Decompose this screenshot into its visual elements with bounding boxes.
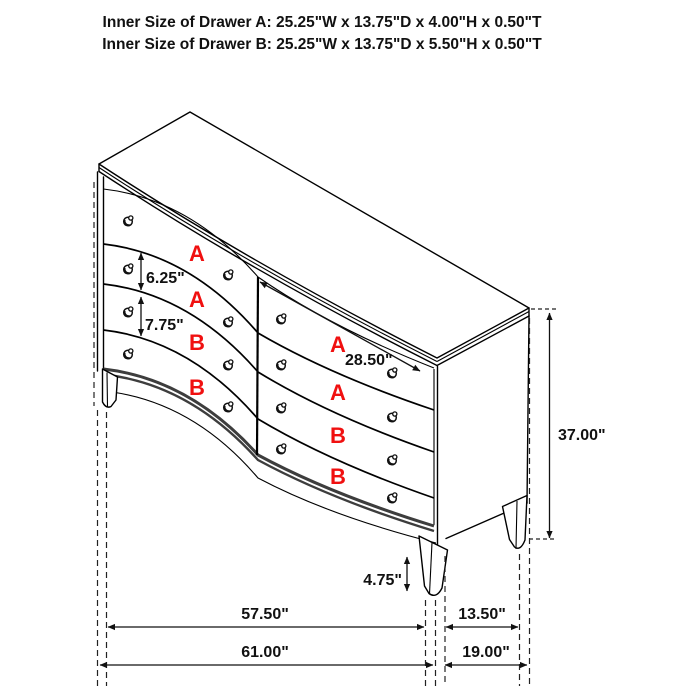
drawer-knob-icon [388, 455, 397, 465]
dim-label-overall-width: 61.00" [241, 644, 289, 661]
drawer-knob-icon [124, 216, 133, 226]
drawer-label: B [189, 375, 205, 400]
drawer-label: B [330, 423, 346, 448]
drawer-knob-icon [224, 360, 233, 370]
center-divider [257, 277, 258, 455]
header [102, 14, 542, 53]
header-drawer-b-spec: Inner Size of Drawer B: 25.25"W x 13.75"D x 5.50"H x 0.50"T [102, 36, 542, 53]
drawer-knob-icon [224, 317, 233, 327]
dim-label-leg-height: 4.75" [363, 572, 402, 589]
extension-lines [98, 309, 558, 686]
drawer-knob-icon [124, 307, 133, 317]
side-band-bottom [437, 316, 529, 366]
dim-leg-height [363, 557, 407, 591]
drawer-knob-icon [224, 270, 233, 280]
drawer-knob-icon [124, 349, 133, 359]
drawer-knob-icon [124, 264, 133, 274]
drawer-label: A [189, 287, 205, 312]
drawer-label: A [189, 241, 205, 266]
dim-label-drawer-a-height: 6.25" [146, 270, 185, 287]
dim-overall-depth [445, 644, 527, 665]
dim-width-between-legs [108, 606, 424, 627]
dim-label-drawer-section-width: 28.50" [345, 352, 393, 369]
drawer-label: A [330, 380, 346, 405]
side-back-edge [527, 316, 529, 503]
drawer-label: B [330, 464, 346, 489]
dresser-drawing [94, 112, 529, 595]
front-left-foot [103, 369, 118, 407]
drawer-knob-icon [277, 444, 286, 454]
dim-label-depth-between-legs: 13.50" [458, 606, 506, 623]
base-rail-bottom [104, 375, 434, 532]
dim-depth-between-legs [446, 606, 518, 627]
dim-label-drawer-b-height: 7.75" [145, 317, 184, 334]
drawer-knob-icon [277, 314, 286, 324]
drawer-label: A [330, 332, 346, 357]
drawer-type-labels [189, 241, 346, 489]
drawer-knob-icon [388, 493, 397, 503]
dim-drawer-a-height [141, 253, 185, 290]
drawer-knob-icon [277, 403, 286, 413]
header-drawer-a-spec: Inner Size of Drawer A: 25.25"W x 13.75"D x 4.00"H x 0.50"T [102, 14, 542, 31]
dim-label-overall-depth: 19.00" [462, 644, 510, 661]
dim-arrow-drawer-section-width [260, 282, 420, 371]
drawer-label: B [189, 330, 205, 355]
drawer-knob-icon [224, 402, 233, 412]
dim-drawer-section-width [260, 282, 420, 371]
dim-label-overall-height: 37.00" [558, 427, 606, 444]
drawer-knob-icon [277, 360, 286, 370]
drawer-knob-icon [388, 368, 397, 378]
front-left-foot-edge [107, 373, 108, 407]
drawer-knob-icon [388, 412, 397, 422]
dim-overall-height [550, 313, 606, 538]
dim-overall-width [100, 644, 433, 665]
front-right-foot [419, 536, 448, 595]
dim-drawer-b-height [141, 297, 184, 336]
dim-label-width-between-legs: 57.50" [241, 606, 289, 623]
back-right-foot [503, 496, 528, 549]
side-band-mid [437, 312, 529, 362]
